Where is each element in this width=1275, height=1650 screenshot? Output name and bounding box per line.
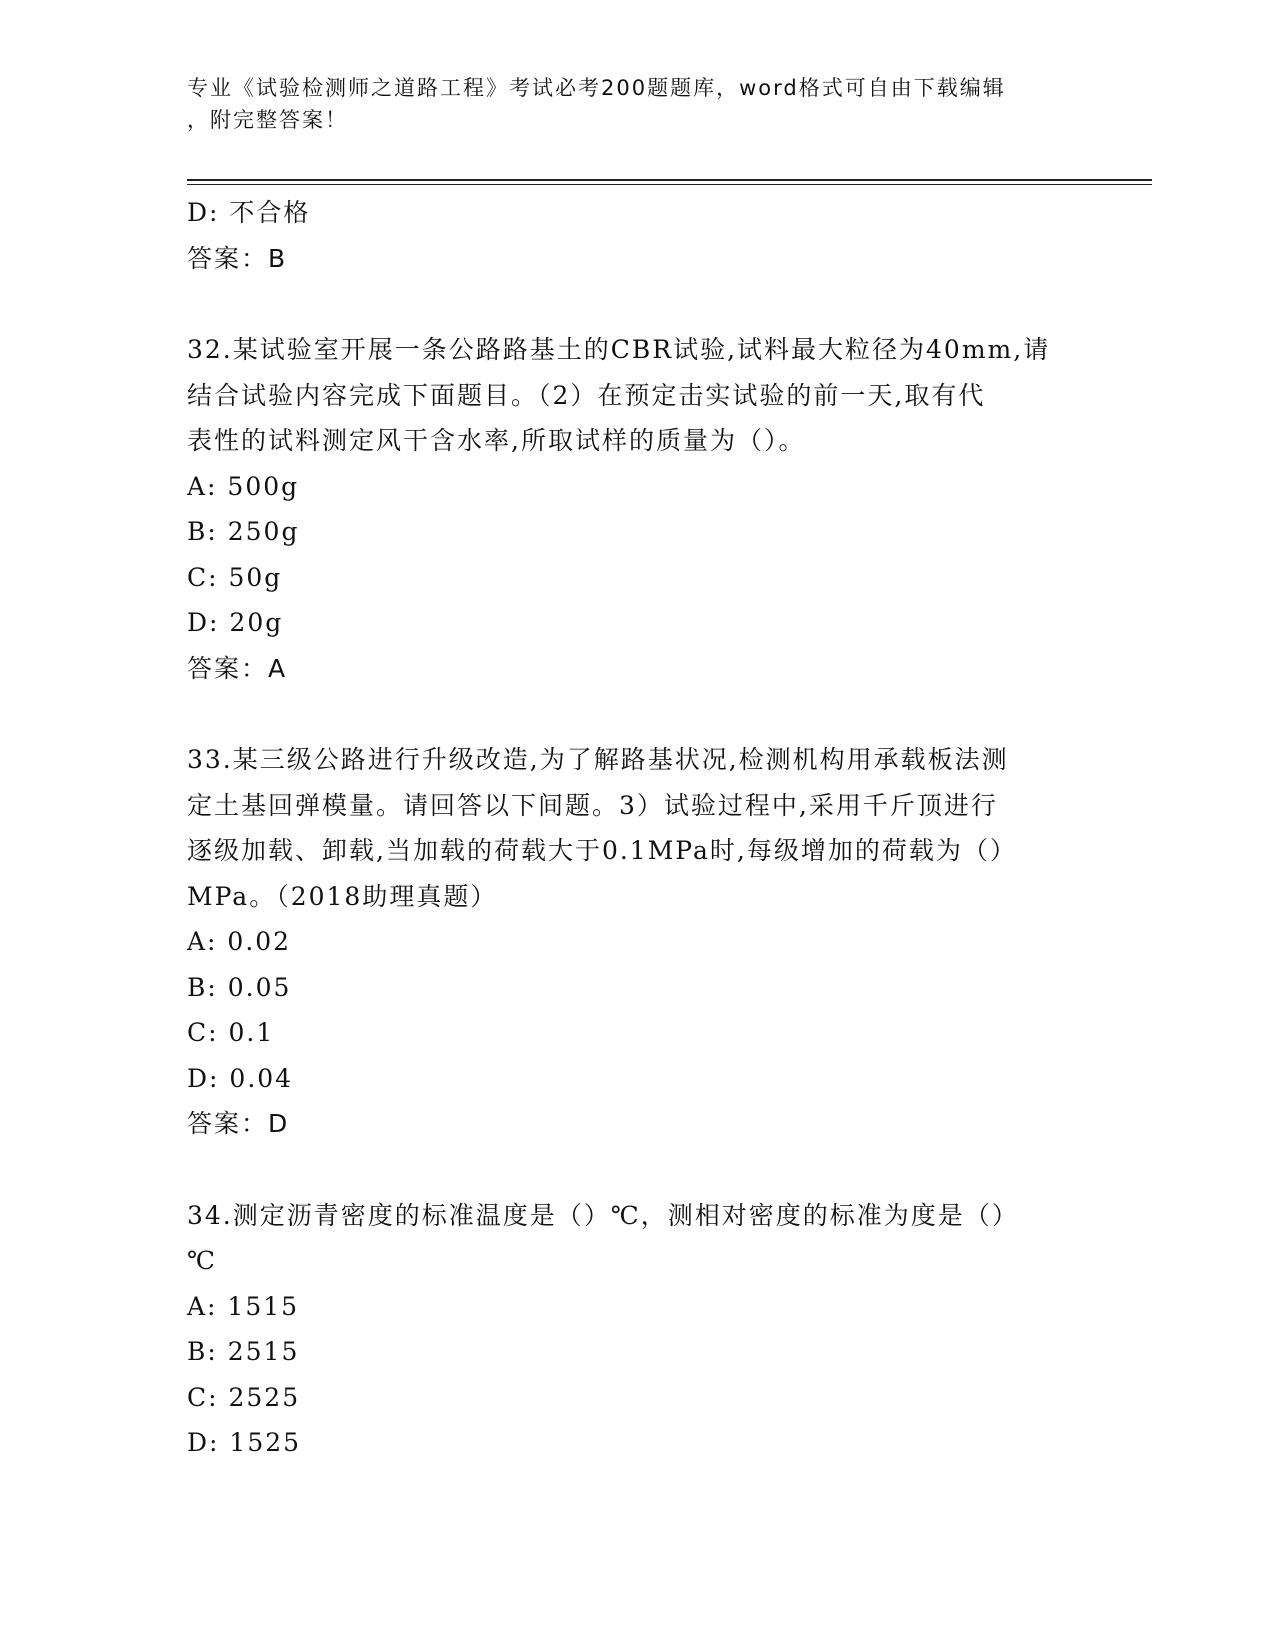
- question-text-line: ℃: [187, 1246, 217, 1275]
- question-33: [187, 737, 1087, 1147]
- spacer: [187, 281, 1087, 327]
- option-c: C: 2525: [187, 1382, 301, 1412]
- question-text-line: 33.某三级公路进行升级改造,为了解路基状况,检测机构用承载板法测: [187, 745, 1009, 774]
- question-text-line: MPa。（2018助理真题）: [187, 881, 498, 911]
- option-a: A: 1515: [187, 1291, 300, 1321]
- option-b: B: 2515: [187, 1337, 300, 1366]
- option-d: D: 1525: [187, 1428, 302, 1457]
- question-text-line: 结合试验内容完成下面题目。（2）在预定击实试验的前一天,取有代: [187, 380, 986, 410]
- option-d: D: 20g: [187, 608, 284, 637]
- spacer: [187, 1147, 1087, 1193]
- prev-option-d: D: 不合格: [187, 198, 311, 227]
- option-c: C: 0.1: [187, 1018, 275, 1047]
- question-text-line: 定土基回弹模量。请回答以下间题。3）试验过程中,采用千斤顶进行: [187, 790, 998, 820]
- page-header: [187, 72, 1067, 136]
- spacer: [187, 691, 1087, 737]
- answer: 答案：A: [187, 653, 288, 683]
- question-text-line: 逐级加载、卸载,当加载的荷载大于0.1MPa时,每级增加的荷载为（）: [187, 836, 1017, 865]
- header-line-1: 专业《试验检测师之道路工程》考试必考200题题库，word格式可自由下载编辑: [187, 76, 1006, 100]
- header-divider-thick: [187, 179, 1152, 181]
- option-c: C: 50g: [187, 562, 283, 592]
- header-line-2: ，附完整答案！: [187, 108, 348, 132]
- option-b: B: 250g: [187, 517, 300, 546]
- question-text-line: 表性的试料测定风干含水率,所取试样的质量为（）。: [187, 426, 806, 455]
- question-32: [187, 327, 1087, 691]
- option-b: B: 0.05: [187, 972, 292, 1002]
- question-text-line: 34.测定沥青密度的标准温度是（）℃，测相对密度的标准为度是（）: [187, 1200, 1019, 1230]
- option-a: A: 0.02: [187, 927, 292, 956]
- answer: 答案：D: [187, 1109, 290, 1138]
- prev-answer: 答案：B: [187, 243, 288, 273]
- header-divider-thin: [187, 184, 1152, 185]
- option-d: D: 0.04: [187, 1063, 294, 1093]
- option-a: A: 500g: [187, 471, 300, 501]
- question-34: [187, 1193, 1087, 1466]
- question-content: [187, 190, 1087, 1466]
- question-text-line: 32.某试验室开展一条公路路基土的CBR试验,试料最大粒径为40mm,请: [187, 335, 1051, 364]
